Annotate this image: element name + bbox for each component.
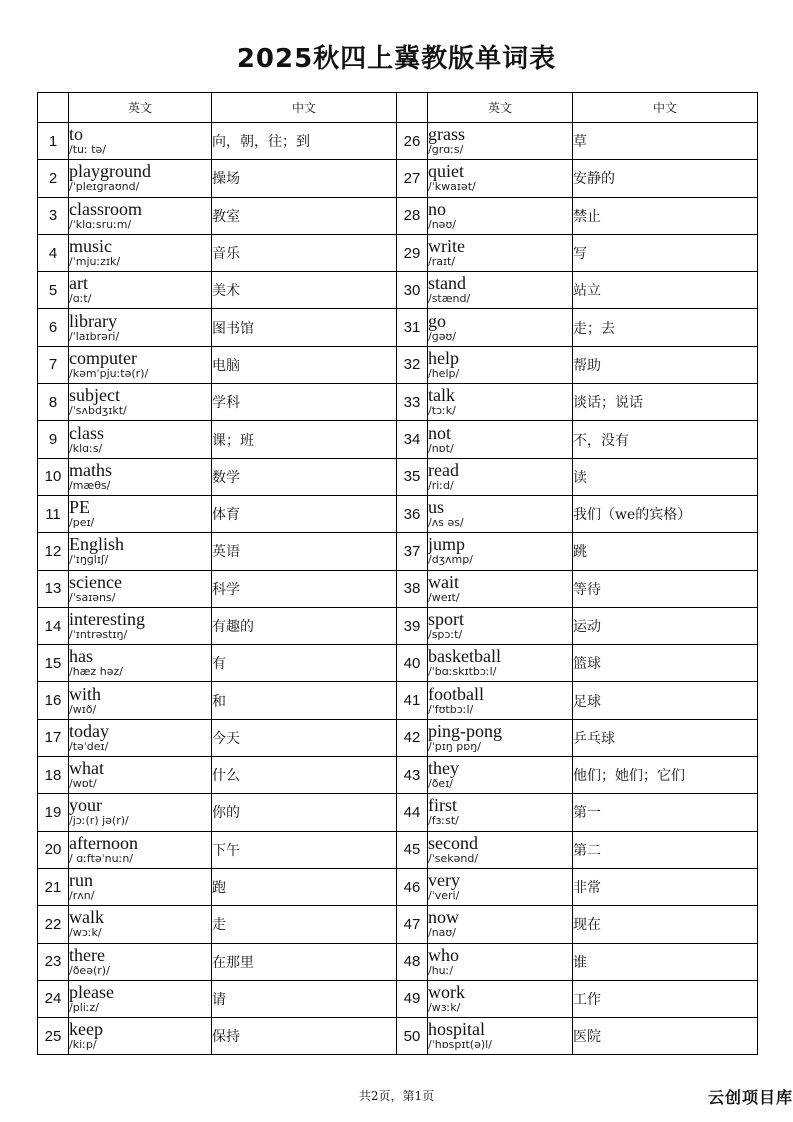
- word-number: 3: [38, 197, 69, 234]
- word-cell: [428, 234, 573, 271]
- word-cell: [428, 1018, 573, 1055]
- phonetic: /fɜːst/: [428, 814, 459, 828]
- word-cell: [69, 495, 212, 532]
- word-cell: [428, 421, 573, 458]
- phonetic: /ˈlaɪbrəri/: [69, 329, 120, 343]
- word-number: 50: [397, 1018, 428, 1055]
- english-word: quiet: [428, 161, 464, 182]
- english-word: read: [428, 459, 459, 480]
- chinese-meaning: 下午: [212, 831, 397, 868]
- phonetic: /weɪt/: [428, 590, 460, 604]
- phonetic: /hæz həz/: [69, 665, 123, 679]
- word-number: 42: [397, 719, 428, 756]
- english-word: class: [69, 422, 104, 443]
- phonetic: /ˈpɪŋ pɒŋ/: [428, 739, 481, 753]
- table-row: [38, 943, 758, 980]
- phonetic: /jɔː(r) jə(r)/: [69, 814, 129, 828]
- chinese-meaning: 体育: [212, 495, 397, 532]
- table-row: [38, 123, 758, 160]
- word-number: 29: [397, 234, 428, 271]
- phonetic: /huː/: [428, 963, 454, 977]
- word-cell: [69, 309, 212, 346]
- english-word: not: [428, 422, 452, 443]
- word-number: 10: [38, 458, 69, 495]
- chinese-meaning: 我们（we的宾格）: [573, 495, 758, 532]
- word-cell: [428, 384, 573, 421]
- word-cell: [428, 607, 573, 644]
- word-number: 48: [397, 943, 428, 980]
- phonetic: /ˈveri/: [428, 889, 460, 903]
- word-cell: [69, 719, 212, 756]
- english-word: please: [69, 981, 114, 1002]
- chinese-meaning: 他们；她们；它们: [573, 757, 758, 794]
- chinese-meaning: 运动: [573, 607, 758, 644]
- word-cell: [428, 197, 573, 234]
- chinese-meaning: 禁止: [573, 197, 758, 234]
- english-word: science: [69, 571, 122, 592]
- english-word: with: [69, 683, 102, 704]
- phonetic: /wɜːk/: [428, 1000, 461, 1014]
- word-cell: [69, 346, 212, 383]
- word-number: 18: [38, 757, 69, 794]
- phonetic: /wɔːk/: [69, 926, 102, 940]
- word-cell: [69, 980, 212, 1017]
- phonetic: /ɡrɑːs/: [428, 143, 464, 157]
- word-cell: [69, 384, 212, 421]
- english-word: go: [428, 310, 446, 331]
- table-row: [38, 570, 758, 607]
- english-word: write: [428, 236, 465, 257]
- word-number: 4: [38, 234, 69, 271]
- phonetic: /ˈsaɪəns/: [69, 590, 116, 604]
- chinese-meaning: 有趣的: [212, 607, 397, 644]
- chinese-meaning: 图书馆: [212, 309, 397, 346]
- word-number: 28: [397, 197, 428, 234]
- english-word: music: [69, 236, 112, 257]
- phonetic: /ˈkwaɪət/: [428, 180, 476, 194]
- page-title: 2025秋四上冀教版单词表: [236, 44, 557, 74]
- table-row: [38, 719, 758, 756]
- word-number: 43: [397, 757, 428, 794]
- word-number: 24: [38, 980, 69, 1017]
- word-cell: [428, 719, 573, 756]
- word-number: 15: [38, 645, 69, 682]
- word-cell: [428, 123, 573, 160]
- word-number: 12: [38, 533, 69, 570]
- english-word: art: [69, 273, 88, 294]
- table-row: [38, 682, 758, 719]
- chinese-meaning: 和: [212, 682, 397, 719]
- chinese-meaning: 请: [212, 980, 397, 1017]
- word-cell: [428, 533, 573, 570]
- phonetic: /naʊ/: [428, 926, 456, 940]
- table-row: [38, 384, 758, 421]
- phonetic: /spɔːt/: [428, 628, 463, 641]
- phonetic: /pliːz/: [69, 1000, 99, 1014]
- word-number: 32: [397, 346, 428, 383]
- chinese-meaning: 科学: [212, 570, 397, 607]
- english-word: basketball: [428, 646, 501, 667]
- table-row: [38, 495, 758, 532]
- chinese-meaning: 英语: [212, 533, 397, 570]
- english-word: interesting: [69, 609, 145, 629]
- chinese-meaning: 现在: [573, 906, 758, 943]
- word-cell: [69, 943, 212, 980]
- english-word: your: [69, 795, 102, 816]
- word-cell: [69, 868, 212, 905]
- word-cell: [69, 794, 212, 831]
- chinese-meaning: 安静的: [573, 160, 758, 197]
- phonetic: /kiːp/: [69, 1038, 97, 1052]
- table-row: [38, 868, 758, 905]
- english-word: has: [69, 646, 93, 667]
- chinese-meaning: 等待: [573, 570, 758, 607]
- chinese-meaning: 读: [573, 458, 758, 495]
- phonetic: /ɑːt/: [69, 292, 92, 306]
- word-number: 9: [38, 421, 69, 458]
- word-cell: [428, 570, 573, 607]
- english-word: very: [428, 870, 460, 891]
- word-cell: [69, 160, 212, 197]
- phonetic: /tɔːk/: [428, 404, 456, 418]
- table-row: [38, 980, 758, 1017]
- word-cell: [69, 458, 212, 495]
- chinese-meaning: 非常: [573, 868, 758, 905]
- phonetic: /nəʊ/: [428, 217, 456, 231]
- phonetic: /riːd/: [428, 478, 454, 492]
- chinese-meaning: 谁: [573, 943, 758, 980]
- english-word: subject: [69, 385, 120, 406]
- phonetic: /ɡəʊ/: [428, 329, 456, 343]
- word-number: 38: [397, 570, 428, 607]
- word-cell: [428, 495, 573, 532]
- phonetic: /ˈklɑːsruːm/: [69, 217, 132, 231]
- word-number: 13: [38, 570, 69, 607]
- phonetic: /wɒt/: [69, 777, 97, 791]
- table-row: [38, 197, 758, 234]
- word-cell: [428, 794, 573, 831]
- english-word: what: [69, 758, 104, 779]
- chinese-meaning: 音乐: [212, 234, 397, 271]
- word-cell: [69, 421, 212, 458]
- english-word: keep: [69, 1019, 103, 1040]
- word-number: 7: [38, 346, 69, 383]
- word-cell: [69, 123, 212, 160]
- header-chinese-left: 中文: [212, 93, 397, 123]
- english-word: walk: [69, 907, 104, 928]
- phonetic: /stænd/: [428, 292, 471, 306]
- word-number: 47: [397, 906, 428, 943]
- word-cell: [428, 980, 573, 1017]
- word-cell: [69, 645, 212, 682]
- table-row: [38, 533, 758, 570]
- phonetic: /klɑːs/: [69, 441, 103, 455]
- chinese-meaning: 篮球: [573, 645, 758, 682]
- word-cell: [428, 160, 573, 197]
- english-word: there: [69, 944, 105, 965]
- word-cell: [69, 533, 212, 570]
- table-row: [38, 309, 758, 346]
- vocabulary-table: [37, 92, 758, 1055]
- phonetic: /tuː tə/: [69, 143, 106, 157]
- phonetic: / ɑːftəˈnuːn/: [69, 851, 134, 865]
- word-number: 25: [38, 1018, 69, 1055]
- word-cell: [428, 272, 573, 309]
- phonetic: /ʌs əs/: [428, 516, 464, 530]
- table-row: [38, 234, 758, 271]
- phonetic: /dʒʌmp/: [428, 553, 473, 567]
- phonetic: /ˈsʌbdʒɪkt/: [69, 404, 127, 418]
- english-word: football: [428, 683, 484, 704]
- word-cell: [428, 943, 573, 980]
- phonetic: /wɪð/: [69, 702, 97, 716]
- word-cell: [69, 682, 212, 719]
- word-number: 14: [38, 607, 69, 644]
- english-word: second: [428, 832, 478, 853]
- table-row: [38, 421, 758, 458]
- word-cell: [428, 831, 573, 868]
- chinese-meaning: 美术: [212, 272, 397, 309]
- phonetic: /ˈsekənd/: [428, 851, 479, 865]
- chinese-meaning: 第二: [573, 831, 758, 868]
- word-cell: [428, 346, 573, 383]
- chinese-meaning: 走；去: [573, 309, 758, 346]
- phonetic: /ˈɪntrəstɪŋ/: [69, 628, 128, 641]
- header-num-left: [38, 93, 69, 123]
- word-cell: [69, 757, 212, 794]
- chinese-meaning: 跳: [573, 533, 758, 570]
- english-word: today: [69, 720, 109, 741]
- table-row: [38, 757, 758, 794]
- word-number: 17: [38, 719, 69, 756]
- word-cell: [69, 272, 212, 309]
- phonetic: /mæθs/: [69, 478, 111, 492]
- word-number: 1: [38, 123, 69, 160]
- phonetic: /ˈmjuːzɪk/: [69, 255, 121, 269]
- word-number: 40: [397, 645, 428, 682]
- phonetic: /peɪ/: [69, 516, 95, 530]
- table-row: [38, 645, 758, 682]
- word-number: 2: [38, 160, 69, 197]
- english-word: us: [428, 497, 445, 518]
- word-number: 39: [397, 607, 428, 644]
- english-word: who: [428, 944, 459, 965]
- word-cell: [428, 868, 573, 905]
- phonetic: /ˈhɒspɪt(ə)l/: [428, 1038, 492, 1052]
- english-word: grass: [428, 124, 465, 145]
- english-word: help: [428, 347, 459, 368]
- english-word: classroom: [69, 198, 142, 219]
- english-word: now: [428, 907, 459, 928]
- word-number: 26: [397, 123, 428, 160]
- english-word: computer: [69, 347, 137, 368]
- english-word: playground: [69, 161, 151, 182]
- table-row: [38, 458, 758, 495]
- chinese-meaning: 站立: [573, 272, 758, 309]
- word-number: 22: [38, 906, 69, 943]
- word-number: 11: [38, 495, 69, 532]
- chinese-meaning: 写: [573, 234, 758, 271]
- chinese-meaning: 教室: [212, 197, 397, 234]
- chinese-meaning: 电脑: [212, 346, 397, 383]
- phonetic: /ˈpleɪɡraʊnd/: [69, 180, 140, 194]
- chinese-meaning: 在那里: [212, 943, 397, 980]
- english-word: sport: [428, 609, 464, 629]
- brand-watermark: 云创项目库: [707, 1088, 793, 1107]
- english-word: ping-pong: [428, 720, 502, 741]
- english-word: first: [428, 795, 457, 816]
- page-footer: 共2页，第1页: [358, 1089, 435, 1103]
- table-row: [38, 346, 758, 383]
- table-header-row: [38, 93, 758, 123]
- word-number: 21: [38, 868, 69, 905]
- word-number: 36: [397, 495, 428, 532]
- table-row: [38, 607, 758, 644]
- phonetic: /kəmˈpjuːtə(r)/: [69, 366, 149, 380]
- word-number: 46: [397, 868, 428, 905]
- english-word: no: [428, 198, 446, 219]
- chinese-meaning: 数学: [212, 458, 397, 495]
- word-number: 37: [397, 533, 428, 570]
- chinese-meaning: 保持: [212, 1018, 397, 1055]
- english-word: English: [69, 534, 125, 555]
- chinese-meaning: 工作: [573, 980, 758, 1017]
- word-number: 5: [38, 272, 69, 309]
- chinese-meaning: 向，朝，往；到: [212, 123, 397, 160]
- word-cell: [69, 906, 212, 943]
- phonetic: /ˈfʊtbɔːl/: [428, 702, 474, 716]
- word-number: 23: [38, 943, 69, 980]
- word-number: 34: [397, 421, 428, 458]
- word-cell: [69, 234, 212, 271]
- word-number: 44: [397, 794, 428, 831]
- word-cell: [428, 682, 573, 719]
- chinese-meaning: 乒乓球: [573, 719, 758, 756]
- english-word: wait: [428, 571, 459, 592]
- phonetic: /ðeɪ/: [428, 777, 453, 791]
- table-row: [38, 272, 758, 309]
- word-number: 35: [397, 458, 428, 495]
- chinese-meaning: 草: [573, 123, 758, 160]
- chinese-meaning: 你的: [212, 794, 397, 831]
- table-row: [38, 831, 758, 868]
- english-word: hospital: [428, 1019, 485, 1040]
- phonetic: /nɒt/: [428, 441, 454, 455]
- chinese-meaning: 学科: [212, 384, 397, 421]
- phonetic: /raɪt/: [428, 255, 456, 269]
- english-word: jump: [428, 534, 466, 555]
- table-row: [38, 794, 758, 831]
- chinese-meaning: 医院: [573, 1018, 758, 1055]
- word-cell: [69, 831, 212, 868]
- table-row: [38, 906, 758, 943]
- word-cell: [428, 906, 573, 943]
- word-number: 45: [397, 831, 428, 868]
- chinese-meaning: 不，没有: [573, 421, 758, 458]
- english-word: maths: [69, 459, 112, 480]
- word-number: 20: [38, 831, 69, 868]
- word-number: 33: [397, 384, 428, 421]
- word-number: 8: [38, 384, 69, 421]
- phonetic: /ðeə(r)/: [69, 963, 110, 977]
- chinese-meaning: 帮助: [573, 346, 758, 383]
- table-row: [38, 1018, 758, 1055]
- header-chinese-right: 中文: [573, 93, 758, 123]
- chinese-meaning: 什么: [212, 757, 397, 794]
- word-cell: [69, 197, 212, 234]
- phonetic: /təˈdeɪ/: [69, 739, 109, 753]
- english-word: PE: [69, 497, 91, 518]
- english-word: run: [69, 870, 93, 891]
- english-word: afternoon: [69, 832, 138, 853]
- word-number: 31: [397, 309, 428, 346]
- chinese-meaning: 有: [212, 645, 397, 682]
- chinese-meaning: 今天: [212, 719, 397, 756]
- word-number: 30: [397, 272, 428, 309]
- phonetic: /rʌn/: [69, 889, 95, 903]
- english-word: library: [69, 310, 117, 331]
- word-number: 41: [397, 682, 428, 719]
- word-number: 6: [38, 309, 69, 346]
- chinese-meaning: 课；班: [212, 421, 397, 458]
- phonetic: /ˈɪŋɡlɪʃ/: [69, 553, 109, 567]
- phonetic: /help/: [428, 366, 460, 380]
- word-cell: [69, 607, 212, 644]
- table-row: [38, 160, 758, 197]
- english-word: talk: [428, 385, 455, 406]
- english-word: they: [428, 758, 459, 779]
- word-number: 16: [38, 682, 69, 719]
- word-cell: [428, 645, 573, 682]
- header-english-left: 英文: [69, 93, 212, 123]
- chinese-meaning: 跑: [212, 868, 397, 905]
- chinese-meaning: 操场: [212, 160, 397, 197]
- word-number: 49: [397, 980, 428, 1017]
- word-cell: [428, 757, 573, 794]
- english-word: stand: [428, 273, 466, 294]
- word-cell: [69, 570, 212, 607]
- word-number: 19: [38, 794, 69, 831]
- word-cell: [428, 309, 573, 346]
- phonetic: /ˈbɑːskɪtbɔːl/: [428, 665, 497, 679]
- word-cell: [428, 458, 573, 495]
- word-cell: [69, 1018, 212, 1055]
- english-word: to: [69, 124, 84, 145]
- chinese-meaning: 走: [212, 906, 397, 943]
- chinese-meaning: 谈话；说话: [573, 384, 758, 421]
- chinese-meaning: 足球: [573, 682, 758, 719]
- header-num-right: [397, 93, 428, 123]
- header-english-right: 英文: [428, 93, 573, 123]
- word-number: 27: [397, 160, 428, 197]
- chinese-meaning: 第一: [573, 794, 758, 831]
- english-word: work: [428, 981, 465, 1002]
